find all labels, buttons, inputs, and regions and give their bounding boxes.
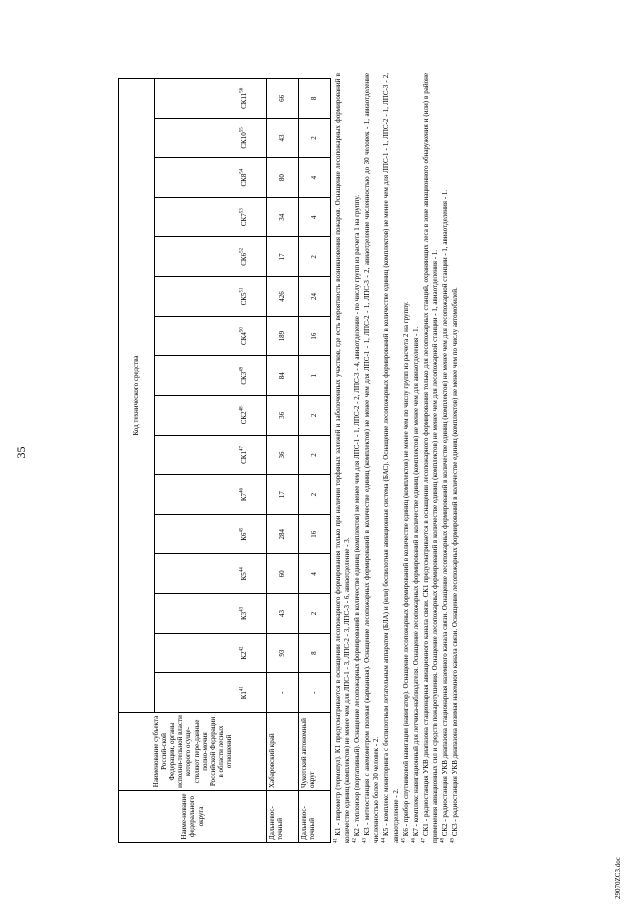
value-cell-к5: 4 [299, 554, 331, 594]
code-header-ск6: $СК6^{52}$ [155, 237, 267, 277]
value-cell-к1: - [299, 673, 331, 713]
footnote [422, 73, 440, 843]
value-cell-ск7: 34 [267, 197, 299, 237]
table-row [267, 79, 299, 843]
district-header: Наиме-нование федерального округа [119, 791, 267, 843]
value-cell-к1: - [267, 673, 299, 713]
footnote [334, 73, 352, 843]
value-cell-ск1: 2 [299, 435, 331, 475]
district-cell: Дальневос-точный [299, 791, 331, 843]
code-header-к5: $К5^{44}$ [155, 554, 267, 594]
code-header-ск10: $СК10^{55}$ [155, 118, 267, 158]
footnote-text: К5 - комплекс мониторинга с беспилотным летательным аппаратом (БЛА) и (или) беспилотная авиационная система (БАС). Оснащение лесопожарных формирований в количестве единиц (комплектов) не менее чем для ЛПС-1 - 1, ЛПС-2 - 1, ЛПС-3 - 2, авиаотделение - 2. [382, 73, 400, 843]
value-cell-ск1: 36 [267, 435, 299, 475]
footnote-text: К2 - теплоизор (портативный). Оснащение лесопожарных формирований в количестве единиц (комплектов) не менее чем для ЛПС-1 - 1, ЛПС-2 - 2, ЛПС-3 - 4, авиаотделение - по числу групп из расчета 1 на группу. [353, 195, 362, 838]
code-header-ск2: $СК2^{48}$ [155, 396, 267, 436]
value-cell-к5: 60 [267, 554, 299, 594]
footnote-number: 48 [440, 838, 446, 843]
footnote-text: К6 - прибор спутниковой навигации (навигатор). Оснащение лесопожарных формирований в количестве единиц (комплектов) не менее чем по числу групп из расчета 2 на группу. [401, 301, 410, 838]
footnote-text: К3 - метеостанция с анемометром полевая (карманная). Оснащение лесопожарных формирований в количестве единиц (комплектов) не менее чем для ЛПС-1 - 1, ЛПС-2 - 1, ЛПС-3 - 2, авиаотделение численностью до 30 человек - 1, авиаотделение численностью более 30 человек - 2. [363, 73, 381, 843]
subject-cell: Чукотский автономный округ [299, 713, 331, 791]
value-cell-к6: 284 [267, 514, 299, 554]
footnote-number: 49 [450, 838, 456, 843]
value-cell-ск2: 2 [299, 396, 331, 436]
code-header-к3: $К3^{43}$ [155, 594, 267, 634]
value-cell-к7: 17 [267, 475, 299, 515]
value-cell-ск5: 24 [299, 277, 331, 317]
subject-cell: Хабаровский край [267, 713, 299, 791]
footnote [363, 73, 381, 843]
footnote-number: 44 [382, 838, 388, 843]
value-cell-ск7: 4 [299, 197, 331, 237]
value-cell-к2: 93 [267, 633, 299, 673]
code-header-к1: $К1^{41}$ [155, 673, 267, 713]
footnote-text: К1 - пирометр (термопул). К1 предусматривается в оснащении лесопожарного формирования только при наличии торфяных залежей и заболоченных участков, где есть вероятность возникновения пожаров. Оснащение лесопожарных формирований в количестве единиц (комплектов) не менее чем для ЛПС-1 - 3, ЛПС-2 - 3, ЛПС-3 - 6, авиаотделение - 3. [334, 73, 352, 843]
code-header-ск3: $СК3^{49}$ [155, 356, 267, 396]
footnote-text: СК2 - радиостанция УКВ диапазона стационарная наземного канала связи. Оснащение лесопожарных формирований в количестве единиц (комплектов) не менее чем для лесопожарной станции - 1, авиаотделения - 1. [441, 189, 450, 838]
doc-filename: 29070ZC3.doc [614, 857, 622, 899]
value-cell-ск11: 66 [267, 79, 299, 119]
code-header-к2: $К2^{42}$ [155, 633, 267, 673]
value-cell-к2: 8 [299, 633, 331, 673]
code-header-ск1: $СК1^{47}$ [155, 435, 267, 475]
district-cell: Дальневос-точный [267, 791, 299, 843]
code-header-ск4: $СК4^{50}$ [155, 316, 267, 356]
code-header-ск7: $СК7^{53}$ [155, 197, 267, 237]
footnote-text: СК3 - радиостанция УКВ диапазона возимая наземного канала связи. Оснащение лесопожарных формирований в количестве единиц (комплектов) не менее чем по числу автомобилей. [451, 287, 460, 838]
code-header-к7: $К7^{46}$ [155, 475, 267, 515]
footnote-text: СК1 - радиостанция УКВ диапазона стационарная авиационного канала связи. СК1 предусматривается в оснащении лесопожарного формирования только для лесопожарных станций, охраняющих леса в зоне авиационного обнаружения и (или) в районе применения авиационных сил и средств пожаротушения. Оснащение лесопожарных формирований в количестве единиц (комплектов) не менее чем для лесопожарной станции - 1, авиаотделения - 1. [421, 73, 439, 843]
equipment-table [118, 78, 331, 843]
value-cell-ск2: 36 [267, 396, 299, 436]
value-cell-к3: 2 [299, 594, 331, 634]
value-cell-ск3: 1 [299, 356, 331, 396]
footnote [441, 73, 450, 843]
value-cell-ск6: 2 [299, 237, 331, 277]
codes-title: Код технического средства [119, 79, 155, 713]
footnote [353, 73, 362, 843]
value-cell-к3: 43 [267, 594, 299, 634]
table-row [299, 79, 331, 843]
value-cell-ск4: 189 [267, 316, 299, 356]
footnote [451, 73, 460, 843]
code-header-ск5: $СК5^{51}$ [155, 277, 267, 317]
footnote [412, 73, 421, 843]
value-cell-ск10: 43 [267, 118, 299, 158]
footnote-separator [330, 713, 331, 843]
footnote-number: 41 [333, 838, 339, 843]
value-cell-ск8: 80 [267, 158, 299, 198]
footnote-number: 45 [401, 838, 407, 843]
value-cell-ск11: 8 [299, 79, 331, 119]
value-cell-ск4: 16 [299, 316, 331, 356]
footnote-number: 47 [421, 838, 427, 843]
footnote-number: 46 [411, 838, 417, 843]
footnotes [334, 73, 461, 843]
page-number: 35 [14, 446, 28, 459]
footnote-text: К7 - комплекс навигационный для летчика-наблюдателя. Оснащение лесопожарных формирований в количестве единиц (комплектов) не менее чем для авиаотделения - 1. [411, 326, 420, 838]
footnote-number: 43 [362, 838, 368, 843]
footnote-number: 42 [352, 838, 358, 843]
value-cell-ск10: 2 [299, 118, 331, 158]
value-cell-ск8: 4 [299, 158, 331, 198]
subject-header: Наименование субъекта Россий-ской Федерации, органы исполни-тельной власти которого осуще-ствляют пере-данные полно-мочия Российской Федерации в области лесных отношений [119, 713, 267, 791]
value-cell-к6: 16 [299, 514, 331, 554]
value-cell-ск6: 17 [267, 237, 299, 277]
value-cell-к7: 2 [299, 475, 331, 515]
footnote [382, 73, 400, 843]
value-cell-ск5: 426 [267, 277, 299, 317]
code-header-ск8: $СК8^{54}$ [155, 158, 267, 198]
code-header-ск11: $СК11^{56}$ [155, 79, 267, 119]
value-cell-ск3: 84 [267, 356, 299, 396]
code-header-к6: $К6^{45}$ [155, 514, 267, 554]
footnote [402, 73, 411, 843]
